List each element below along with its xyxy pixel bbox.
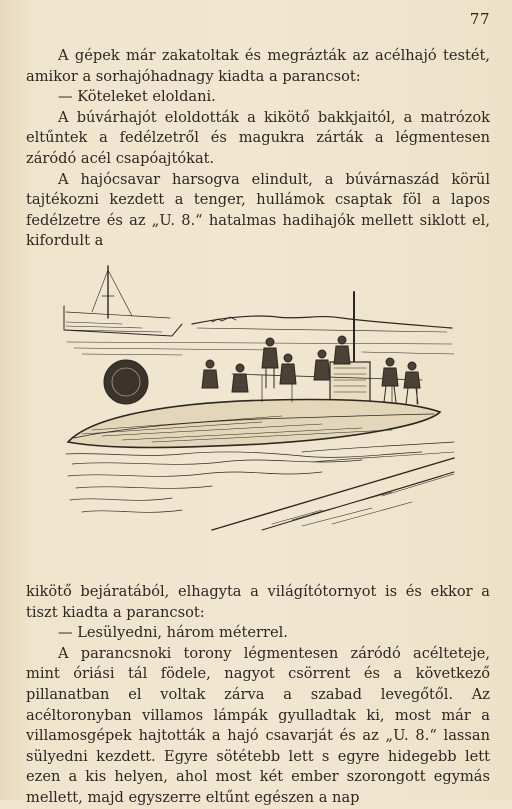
page-number: 77 [469,10,490,28]
dialogue-line: — Köteleket eloldani. [58,88,216,106]
text-block-bottom [26,582,490,809]
text-block-top [26,46,490,252]
paragraph: A hajócsavar harsogva elindult, a búvárnaszád körül tajtékozni kezdett a tenger, hullámok csaptak föl a lapos fedélzetre és az „U. 8.“ hatalmas hadihajók mellett siklott el, kifordult a [26,170,490,250]
paragraph-continued: kikötő bejáratából, elhagyta a világítótornyot is és ekkor a tiszt kiadta a parancsot: [26,583,490,621]
submarine-illustration [62,262,460,532]
paragraph: A búvárhajót eloldották a kikötő bakkjaitól, a matrózok eltűntek a fedélzetről és magukra zárták a légmentesen záródó acél csapóajtókat. [26,108,490,167]
paragraph: A parancsnoki torony légmentesen záródó acélteteje, mint óriási tál födele, nagyot csörrent és a következő pillanatban el voltak zárva a szabad levegőtől. Az acéltoronyban villamos lámpák gyulladtak ki, most már a villamosgépek hajtották a hajó csavarját és az „U. 8.“ lassan sülyedni kezdett. Egyre sötétebb lett s egyre hidegebb lett ezen a kis helyen, ahol most két ember szorongott egymás mellett, majd egyszerre eltűnt egészen a nap [26,644,490,806]
dialogue-line: — Lesülyedni, három méterrel. [58,624,288,642]
paragraph: A gépek már zakatoltak és megrázták az acélhajó testét, amikor a sorhajóhadnagy kiadta a parancsot: [26,47,490,85]
